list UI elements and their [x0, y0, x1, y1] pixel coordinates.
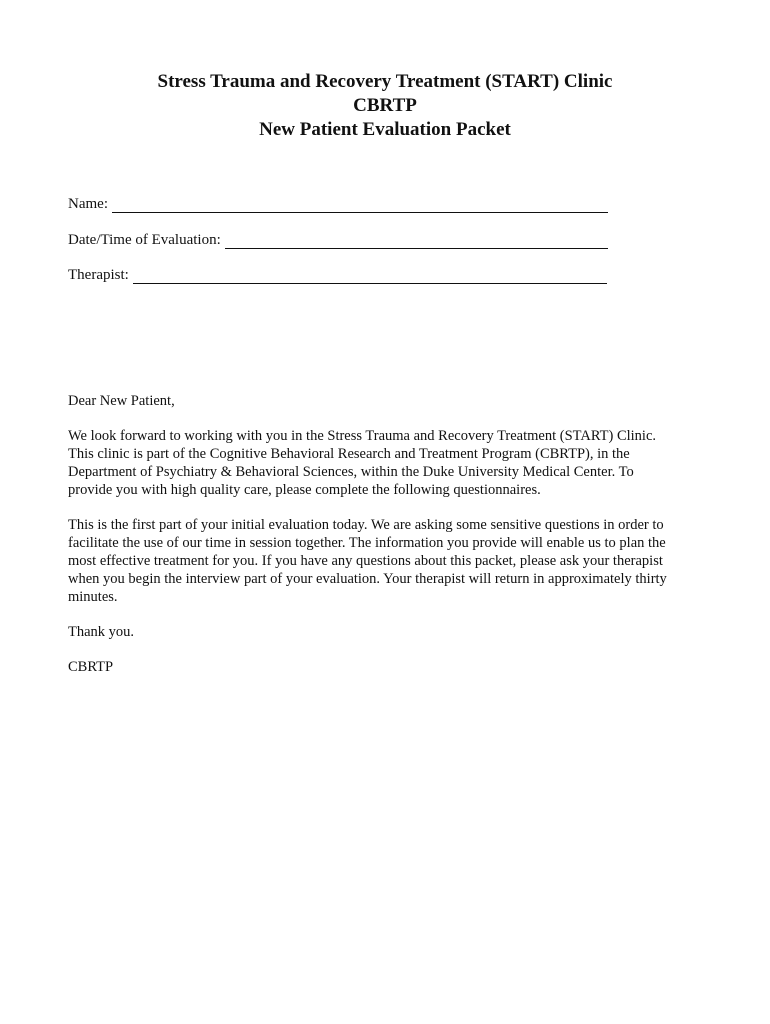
- name-blank-line[interactable]: [112, 197, 608, 213]
- letter-closing: Thank you.: [68, 624, 135, 640]
- paragraph-line: most effective treatment for you. If you have any questions about this packet, please ask your therapist: [68, 553, 663, 569]
- paragraph-line: when you begin the interview part of your evaluation. Your therapist will return in approximately thirty: [68, 571, 667, 587]
- therapist-blank-line[interactable]: [133, 268, 607, 284]
- datetime-field: [68, 231, 608, 249]
- letter-signature: CBRTP: [68, 659, 114, 675]
- paragraph-line: Department of Psychiatry & Behavioral Sciences, within the Duke University Medical Center. To: [68, 464, 634, 480]
- letter-body: [68, 392, 708, 693]
- therapist-field: [68, 266, 607, 284]
- paragraph-line: provide you with high quality care, please complete the following questionnaires.: [68, 482, 541, 498]
- name-field: [68, 195, 608, 213]
- letter-salutation: Dear New Patient,: [68, 393, 175, 409]
- paragraph-line: This is the first part of your initial evaluation today. We are asking some sensitive questions in order to: [68, 517, 664, 533]
- paragraph-line: We look forward to working with you in the Stress Trauma and Recovery Treatment (START) Clinic.: [68, 428, 657, 444]
- letter-paragraph-1: [68, 427, 708, 499]
- therapist-label: Therapist:: [68, 267, 129, 283]
- title-program-abbrev: CBRTP: [353, 95, 417, 116]
- name-label: Name:: [68, 196, 108, 212]
- document-title: [0, 70, 770, 142]
- title-clinic-name: Stress Trauma and Recovery Treatment (START) Clinic: [157, 71, 613, 92]
- letter-paragraph-2: [68, 516, 708, 606]
- paragraph-line: This clinic is part of the Cognitive Behavioral Research and Treatment Program (CBRTP), in the: [68, 446, 630, 462]
- title-packet-name: New Patient Evaluation Packet: [259, 119, 511, 140]
- paragraph-line: minutes.: [68, 589, 118, 605]
- datetime-label: Date/Time of Evaluation:: [68, 232, 221, 248]
- datetime-blank-line[interactable]: [225, 233, 608, 249]
- paragraph-line: facilitate the use of our time in session together. The information you provide will enable us to plan the: [68, 535, 666, 551]
